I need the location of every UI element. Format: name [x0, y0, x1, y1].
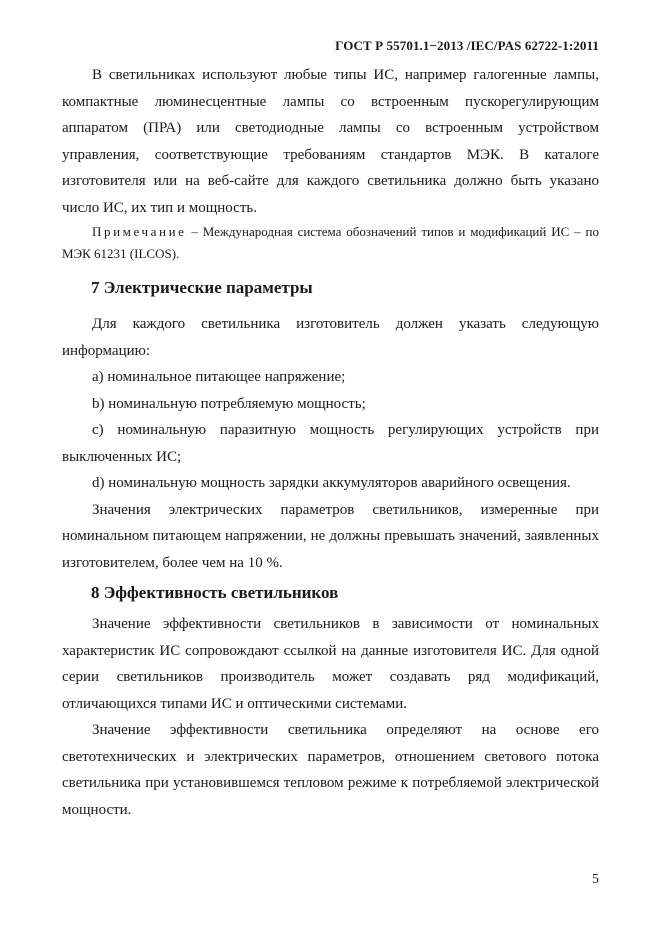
note — [62, 221, 599, 265]
note-label: Примечание — [92, 224, 187, 239]
section-7-intro: Для каждого светильника изготовитель должен указать следующую информацию: — [62, 316, 599, 359]
note-body: – Международная система обозначений типов и модификаций ИС – по МЭК 61231 (ILCOS). — [62, 224, 599, 261]
section-7-body — [62, 311, 599, 576]
intro-paragraph-text: В светильниках используют любые типы ИС, например галогенные лампы, компактные люминесцентные лампы со встроенным пускорегулирующим аппаратом (ПРА) или светодиодные лампы со встроенным устройством управления, соответствующие требованиям стандартов МЭК. В каталоге изготовителя или на веб-сайте для каждого светильника должно быть указано число ИС, их тип и мощность. — [62, 67, 599, 216]
list-item-c: c) номинальную паразитную мощность регулирующих устройств при выключенных ИС; — [62, 422, 599, 465]
intro-paragraph — [62, 62, 599, 221]
page-number: 5 — [592, 872, 599, 887]
section-7-heading: 7 Электрические параметры — [91, 278, 313, 297]
section-7-closing: Значения электрических параметров светильников, измеренные при номинальном питающем напряжении, не должны превышать значений, заявленных изготовителем, более чем на 10 %. — [62, 501, 599, 571]
list-item-a: a) номинальное питающее напряжение; — [92, 369, 346, 385]
section-8-paragraph-1: Значение эффективности светильников в зависимости от номинальных характеристик ИС сопровождают ссылкой на данные изготовителя ИС. Для одной серии светильников производитель может создавать ряд модификаций, отличающихся типами ИС и оптическими системами. — [62, 616, 599, 712]
section-8-heading: 8 Эффективность светильников — [91, 583, 339, 602]
document-header: ГОСТ Р 55701.1−2013 /IEC/PAS 62722-1:2011 — [335, 38, 599, 53]
list-item-d: d) номинальную мощность зарядки аккумуляторов аварийного освещения. — [92, 475, 571, 491]
section-8-paragraph-2: Значение эффективности светильника определяют на основе его светотехнических и электрических параметров, отношением светового потока светильника при установившемся тепловом режиме к потребляемой электрической мощности. — [62, 722, 599, 818]
section-8-body — [62, 611, 599, 823]
note-text — [62, 221, 599, 265]
list-item-b: b) номинальную потребляемую мощность; — [92, 395, 366, 412]
